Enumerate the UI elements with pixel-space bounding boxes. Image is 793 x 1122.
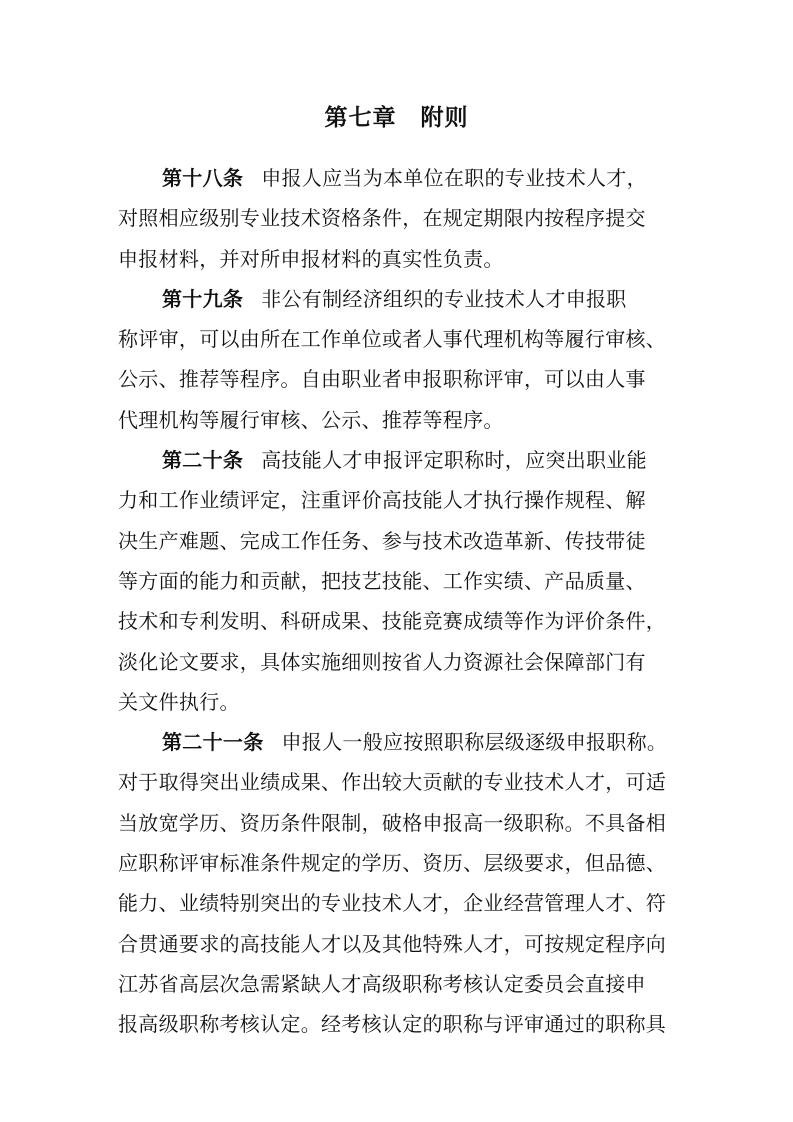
article-line [118,279,678,319]
article-line [118,440,678,480]
article-20 [118,440,678,722]
chapter-name: 附则 [420,105,469,131]
article-line: 力和工作业绩评定，注重评价高技能人才执行操作规程、解 [118,488,646,513]
article-line [118,722,678,762]
article-line: 称评审，可以由所在工作单位或者人事代理机构等履行审核、 [118,327,667,352]
article-line [118,158,678,198]
article-line: 淡化论文要求，具体实施细则按省人力资源社会保障部门有 [118,649,646,674]
article-18 [118,158,678,279]
article-line: 申报材料，并对所申报材料的真实性负责。 [118,246,504,271]
article-title: 第二十一条 [162,730,264,755]
line-text: 非公有制经济组织的专业技术人才申报职 [261,286,627,311]
article-title: 第二十条 [162,448,244,473]
article-21 [118,722,678,1044]
line-text: 高技能人才申报评定职称时，应突出职业能 [261,448,647,473]
article-title: 第十八条 [162,166,244,190]
article-19 [118,279,678,440]
chapter-title [0,98,793,138]
article-line: 关文件执行。 [118,689,240,714]
article-line: 合贯通要求的高技能人才以及其他特殊人才，可按规定程序向 [118,931,667,956]
article-title: 第十九条 [162,286,244,311]
line-text: 申报人应当为本单位在职的专业技术人才， [261,166,647,190]
article-line: 技术和专利发明、科研成果、技能竞赛成绩等作为评价条件， [118,609,667,634]
article-line: 决生产难题、完成工作任务、参与技术改造革新、传技带徒 [118,528,646,553]
article-line: 对照相应级别专业技术资格条件，在规定期限内按程序提交 [118,206,646,231]
article-line: 等方面的能力和贡献，把技艺技能、工作实绩、产品质量、 [118,568,646,593]
article-line: 公示、推荐等程序。自由职业者申报职称评审，可以由人事 [118,367,646,392]
article-line: 代理机构等履行审核、公示、推荐等程序。 [118,407,504,432]
article-line: 报高级职称考核认定。经考核认定的职称与评审通过的职称具 [118,1012,667,1037]
article-line: 对于取得突出业绩成果、作出较大贡献的专业技术人才，可适 [118,770,667,795]
article-line: 应职称评审标准条件规定的学历、资历、层级要求，但品德、 [118,851,667,876]
article-line: 江苏省高层次急需紧缺人才高级职称考核认定委员会直接申 [118,971,646,996]
document-body [118,158,678,1045]
article-line: 能力、业绩特别突出的专业技术人才，企业经营管理人才、符 [118,891,667,916]
line-text: 申报人一般应按照职称层级逐级申报职称。 [281,730,668,755]
article-line: 当放宽学历、资历条件限制，破格申报高一级职称。不具备相 [118,810,667,835]
chapter-label: 第七章 [324,105,397,131]
